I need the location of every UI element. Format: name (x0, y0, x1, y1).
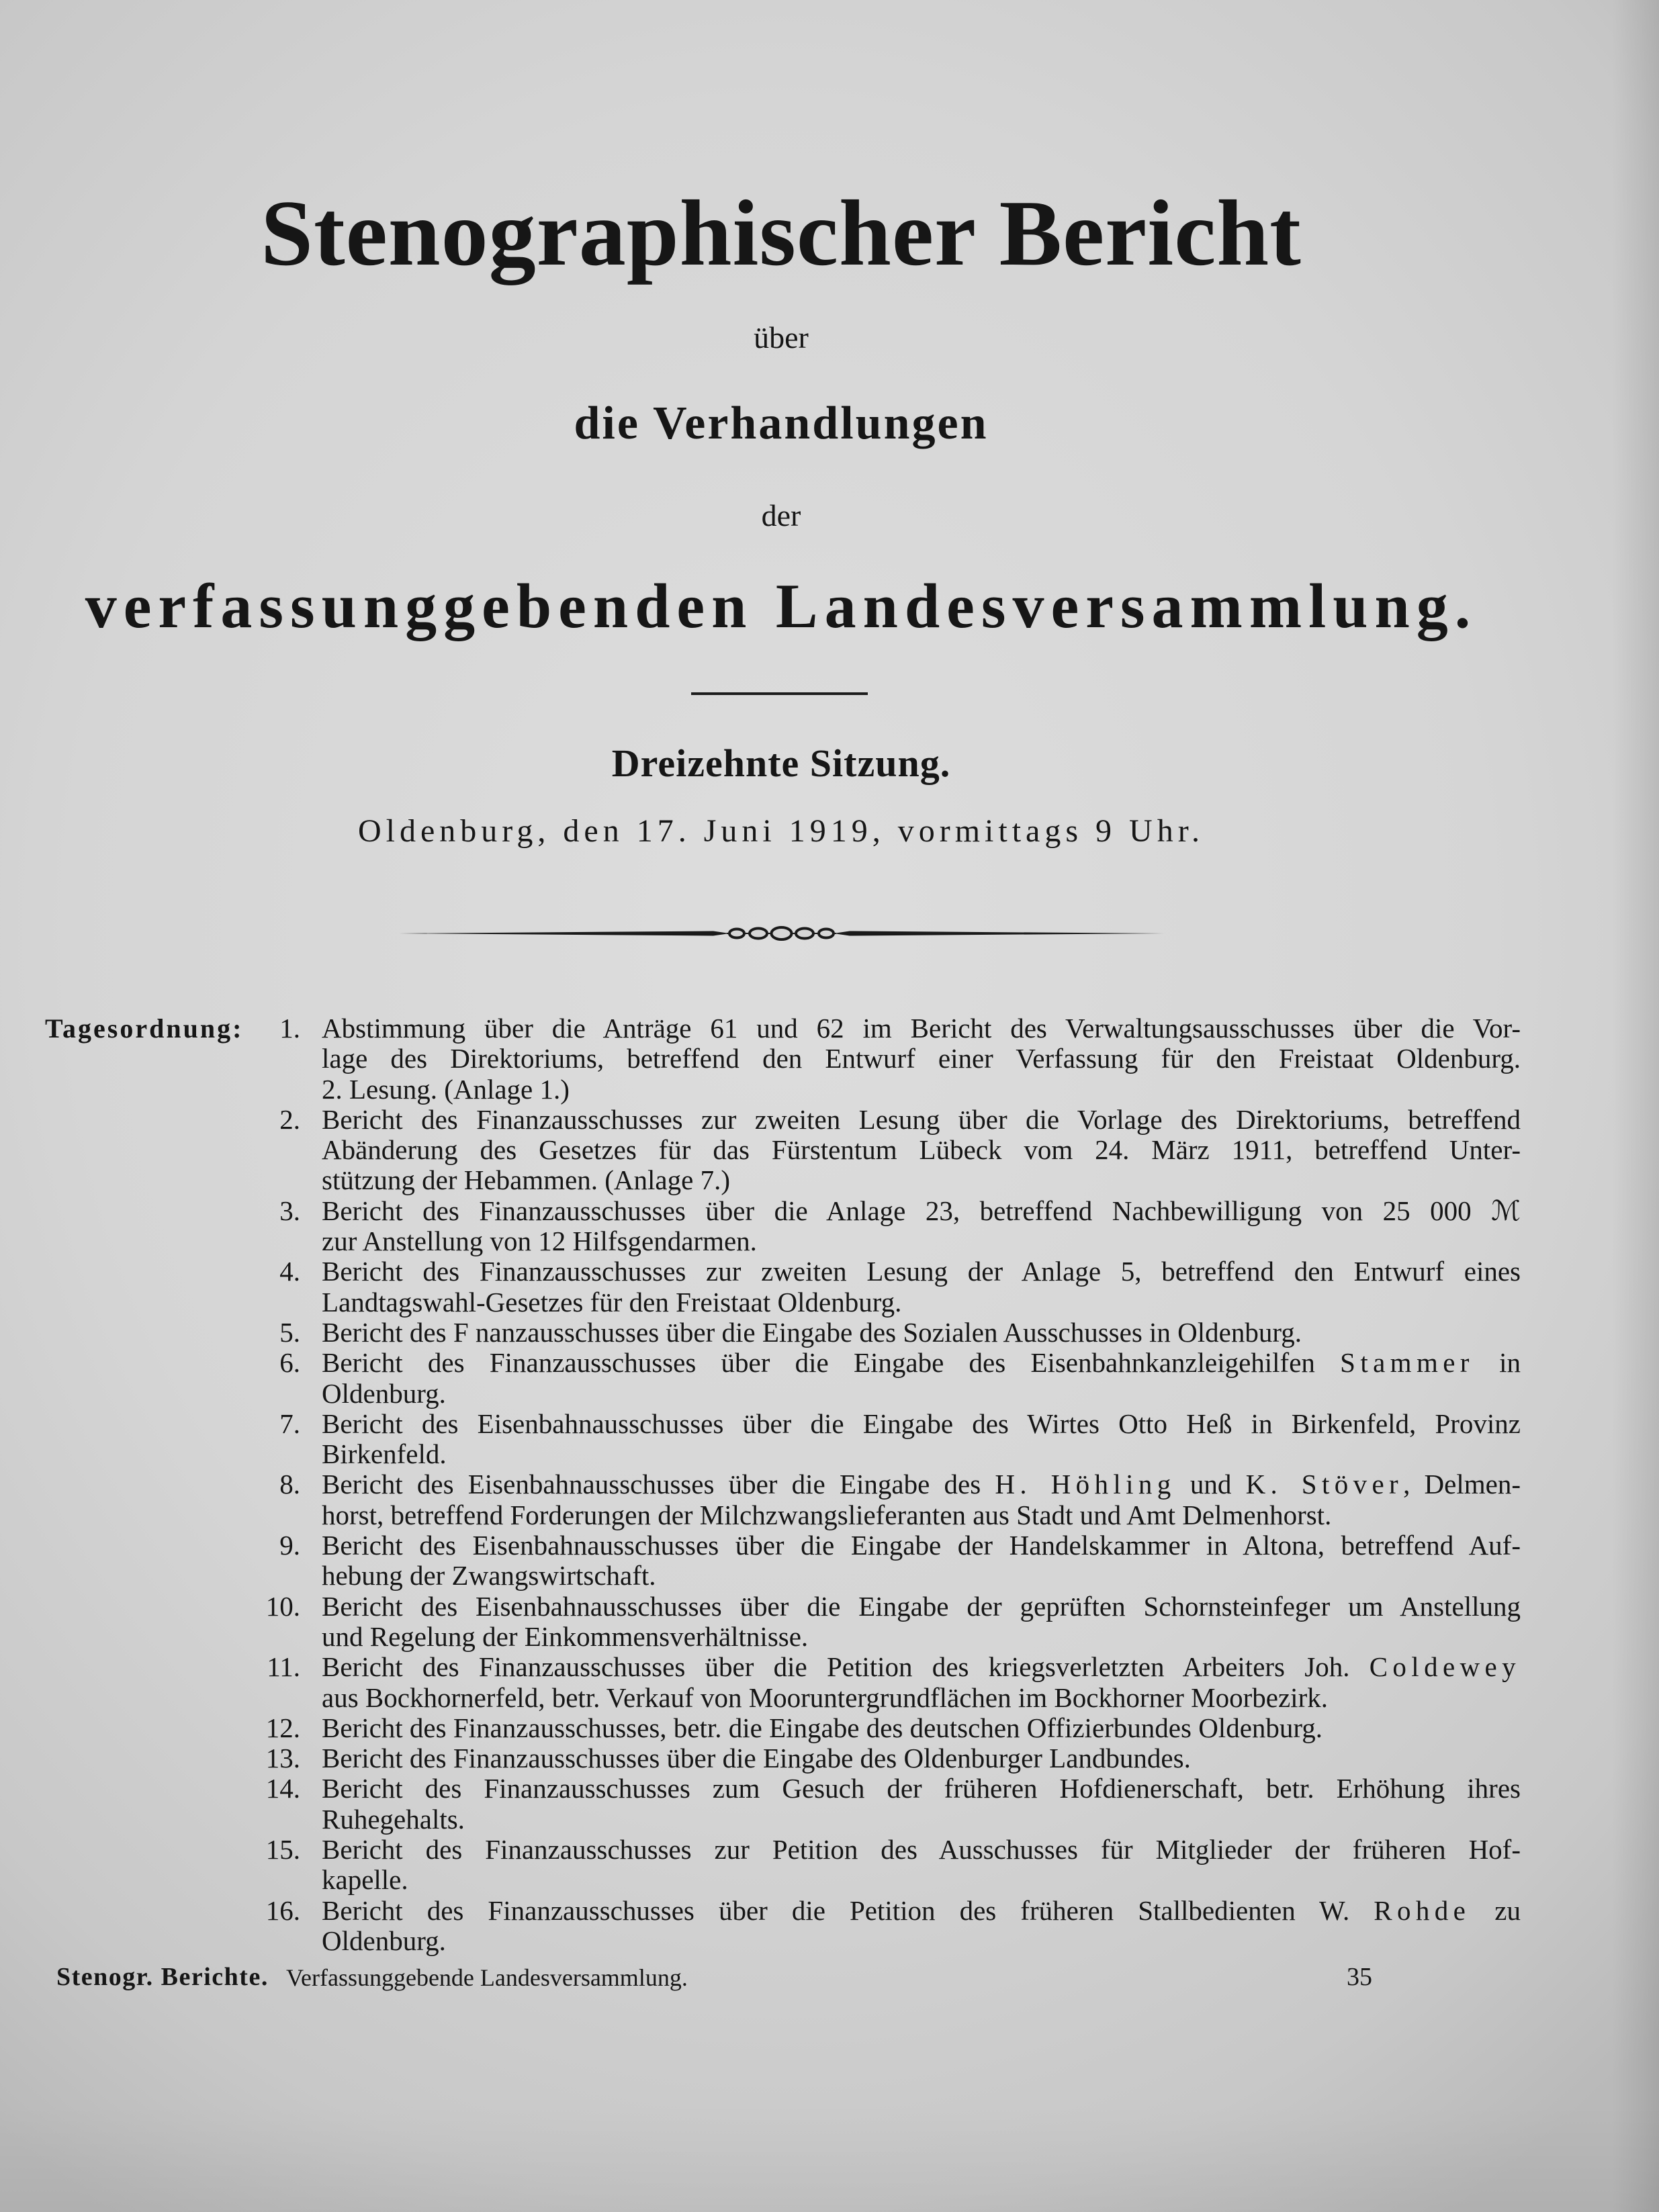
line-segment: Bericht des Finanzausschusses über die Petition des kriegsverletzten Arbeiters Joh. (322, 1651, 1370, 1683)
agenda-line: Bericht des Finanzausschusses, betr. die Eingabe des deutschen Offizierbundes Oldenburg. (322, 1712, 1323, 1743)
title-preposition: über (754, 320, 809, 355)
agenda-item-text (322, 1348, 1521, 1409)
agenda-item-text (322, 1773, 1521, 1835)
agenda-line: 2. Lesung. (Anlage 1.) (322, 1073, 570, 1105)
agenda-item-text (322, 1469, 1521, 1530)
agenda-item-text (322, 1409, 1521, 1470)
agenda-item-text (322, 1013, 1521, 1105)
ornament-line-right (834, 931, 1164, 936)
agenda-line: Abänderung des Gesetzes für das Fürstentum Lübeck vom 24. März 1911, betreffend Unter- (322, 1134, 1521, 1166)
agenda-line: Bericht des F nanzausschusses über die Eingabe des Sozialen Ausschusses in Oldenburg. (322, 1316, 1302, 1348)
agenda-item (255, 1105, 1521, 1196)
ornament-bead (796, 929, 813, 939)
footer-series: Stenogr. Berichte. (56, 1963, 269, 1991)
line-segment: , Delmen- (1403, 1469, 1521, 1500)
assembly-heading: verfassunggebenden Landesversammlung. (85, 571, 1478, 641)
agenda-item-number: 8. (279, 1469, 300, 1500)
agenda-item-number: 16. (265, 1894, 300, 1926)
agenda-item-number: 5. (279, 1316, 300, 1348)
agenda-line: Oldenburg. (322, 1377, 446, 1409)
agenda-line (322, 1469, 1521, 1500)
agenda-line: aus Bockhornerfeld, betr. Verkauf von Mooruntergrundflächen im Bockhorner Moorbezirk. (322, 1681, 1328, 1713)
scan-bottom-shade (0, 2105, 1659, 2212)
agenda-item (255, 1013, 1521, 1105)
agenda-item (255, 1256, 1521, 1318)
ornament-bead (729, 929, 744, 938)
ornament-bead (772, 927, 792, 939)
report-title: Stenographischer Bericht (261, 181, 1302, 285)
line-segment: und (1175, 1469, 1246, 1500)
agenda-line: hebung der Zwangswirtschaft. (322, 1560, 656, 1592)
agenda-item-text (322, 1743, 1521, 1773)
agenda-item-text (322, 1652, 1521, 1713)
scan-edge-shadow (1612, 0, 1659, 2212)
agenda-item-text (322, 1105, 1521, 1196)
ornamental-rule (399, 923, 1164, 944)
spaced-name: Rohde (1374, 1894, 1471, 1926)
agenda-line (322, 1896, 1521, 1926)
agenda-item (255, 1896, 1521, 1957)
line-segment: Bericht des Eisenbahnausschusses über die Eingabe des (322, 1469, 995, 1500)
agenda-item-number: 7. (279, 1408, 300, 1439)
agenda-item-text (322, 1896, 1521, 1957)
agenda-item-number: 2. (279, 1103, 300, 1135)
agenda-list (255, 1013, 1521, 1956)
agenda-item (255, 1652, 1521, 1713)
agenda-item-number: 10. (265, 1590, 300, 1622)
proceedings-heading: die Verhandlungen (574, 398, 989, 449)
agenda-item (255, 1318, 1521, 1348)
agenda-item-text (322, 1592, 1521, 1653)
footer-volume: Verfassunggebende Landesversammlung. (286, 1964, 688, 1991)
line-segment: zu (1470, 1894, 1521, 1926)
agenda-item (255, 1835, 1521, 1896)
agenda-line: Bericht des Finanzausschusses zur zweiten Lesung über die Vorlage des Direktoriums, betreffend (322, 1103, 1521, 1135)
agenda-line: Bericht des Finanzausschusses über die Anlage 23, betreffend Nachbewilligung von 25 000 ℳ (322, 1195, 1521, 1226)
agenda-item-number: 3. (279, 1195, 300, 1226)
agenda-item-text (322, 1713, 1521, 1743)
agenda-item-number: 4. (279, 1256, 300, 1287)
agenda-line: kapelle. (322, 1864, 408, 1896)
agenda-item (255, 1530, 1521, 1592)
agenda-item (255, 1773, 1521, 1835)
agenda-item-text (322, 1835, 1521, 1896)
title-article: der (761, 498, 801, 533)
spaced-name: H. Höhling (995, 1469, 1176, 1500)
ornament-bead (819, 929, 834, 938)
agenda-item-text (322, 1196, 1521, 1257)
ornament-bead (750, 929, 767, 939)
agenda-line: zur Anstellung von 12 Hilfsgendarmen. (322, 1226, 757, 1257)
agenda-item-text (322, 1256, 1521, 1318)
agenda-item-text (322, 1318, 1521, 1348)
agenda-line: Landtagswahl-Gesetzes für den Freistaat Oldenburg. (322, 1286, 902, 1318)
agenda-item (255, 1348, 1521, 1409)
spaced-name: K. Stöver (1245, 1469, 1404, 1500)
agenda-line: Bericht des Eisenbahnausschusses über die Eingabe der Handelskammer in Altona, betreffend Auf- (322, 1530, 1521, 1561)
agenda-line: lage des Direktoriums, betreffend den Entwurf einer Verfassung für den Freistaat Oldenburg. (322, 1043, 1521, 1074)
agenda-item-number: 6. (279, 1347, 300, 1379)
spaced-name: Stammer (1340, 1347, 1474, 1379)
agenda-line (322, 1652, 1521, 1682)
agenda-item (255, 1409, 1521, 1470)
agenda-line: Birkenfeld. (322, 1438, 447, 1470)
page-number: 35 (1347, 1963, 1372, 1991)
agenda-line: Bericht des Finanzausschusses zum Gesuch der früheren Hofdienerschaft, betr. Erhöhung ihres (322, 1773, 1521, 1804)
agenda-item-number: 14. (265, 1773, 300, 1804)
agenda-item (255, 1592, 1521, 1653)
agenda-item (255, 1196, 1521, 1257)
line-segment: Bericht des Finanzausschusses über die Petition des früheren Stallbedienten W. (322, 1894, 1374, 1926)
agenda-item-number: 9. (279, 1530, 300, 1561)
agenda-item (255, 1469, 1521, 1530)
agenda-label: Tagesordnung: (45, 1013, 244, 1044)
agenda-line: Bericht des Finanzausschusses zur zweiten Lesung der Anlage 5, betreffend den Entwurf eines (322, 1256, 1521, 1287)
agenda-line: stützung der Hebammen. (Anlage 7.) (322, 1164, 730, 1196)
agenda-line: Bericht des Finanzausschusses zur Petition des Ausschusses für Mitglieder der früheren Hof- (322, 1834, 1521, 1865)
agenda-item-number: 13. (265, 1743, 300, 1774)
agenda-item-text (322, 1530, 1521, 1592)
agenda-line (322, 1348, 1521, 1378)
agenda-line: Bericht des Finanzausschusses über die Eingabe des Oldenburger Landbundes. (322, 1743, 1191, 1774)
agenda-item (255, 1743, 1521, 1773)
agenda-line: Bericht des Eisenbahnausschusses über die Eingabe der geprüften Schornsteinfeger um Anstellung (322, 1590, 1521, 1622)
agenda-line: Abstimmung über die Anträge 61 und 62 im Bericht des Verwaltungsausschusses über die Vor- (322, 1013, 1521, 1044)
agenda-item-number: 12. (265, 1712, 300, 1743)
spaced-name: Coldewey (1369, 1651, 1521, 1683)
agenda-line: Oldenburg. (322, 1925, 446, 1956)
agenda-line: horst, betreffend Forderungen der Milchzwangslieferanten aus Stadt und Amt Delmenhorst. (322, 1499, 1332, 1530)
agenda-item-number: 11. (267, 1651, 300, 1683)
agenda-item-number: 1. (279, 1013, 300, 1044)
line-segment: in (1474, 1347, 1521, 1379)
short-divider (691, 692, 868, 695)
session-title: Dreizehnte Sitzung. (611, 741, 951, 785)
ornament-line-left (399, 931, 729, 936)
agenda-line: Bericht des Eisenbahnausschusses über die Eingabe des Wirtes Otto Heß in Birkenfeld, Provinz (322, 1408, 1521, 1439)
agenda-line: und Regelung der Einkommensverhältnisse. (322, 1620, 809, 1652)
session-place-date: Oldenburg, den 17. Juni 1919, vormittags 9 Uhr. (357, 813, 1205, 849)
line-segment: Bericht des Finanzausschusses über die Eingabe des Eisenbahnkanzleigehilfen (322, 1347, 1341, 1379)
agenda-item (255, 1713, 1521, 1743)
agenda-line: Ruhegehalts. (322, 1803, 465, 1835)
agenda-item-number: 15. (265, 1834, 300, 1865)
